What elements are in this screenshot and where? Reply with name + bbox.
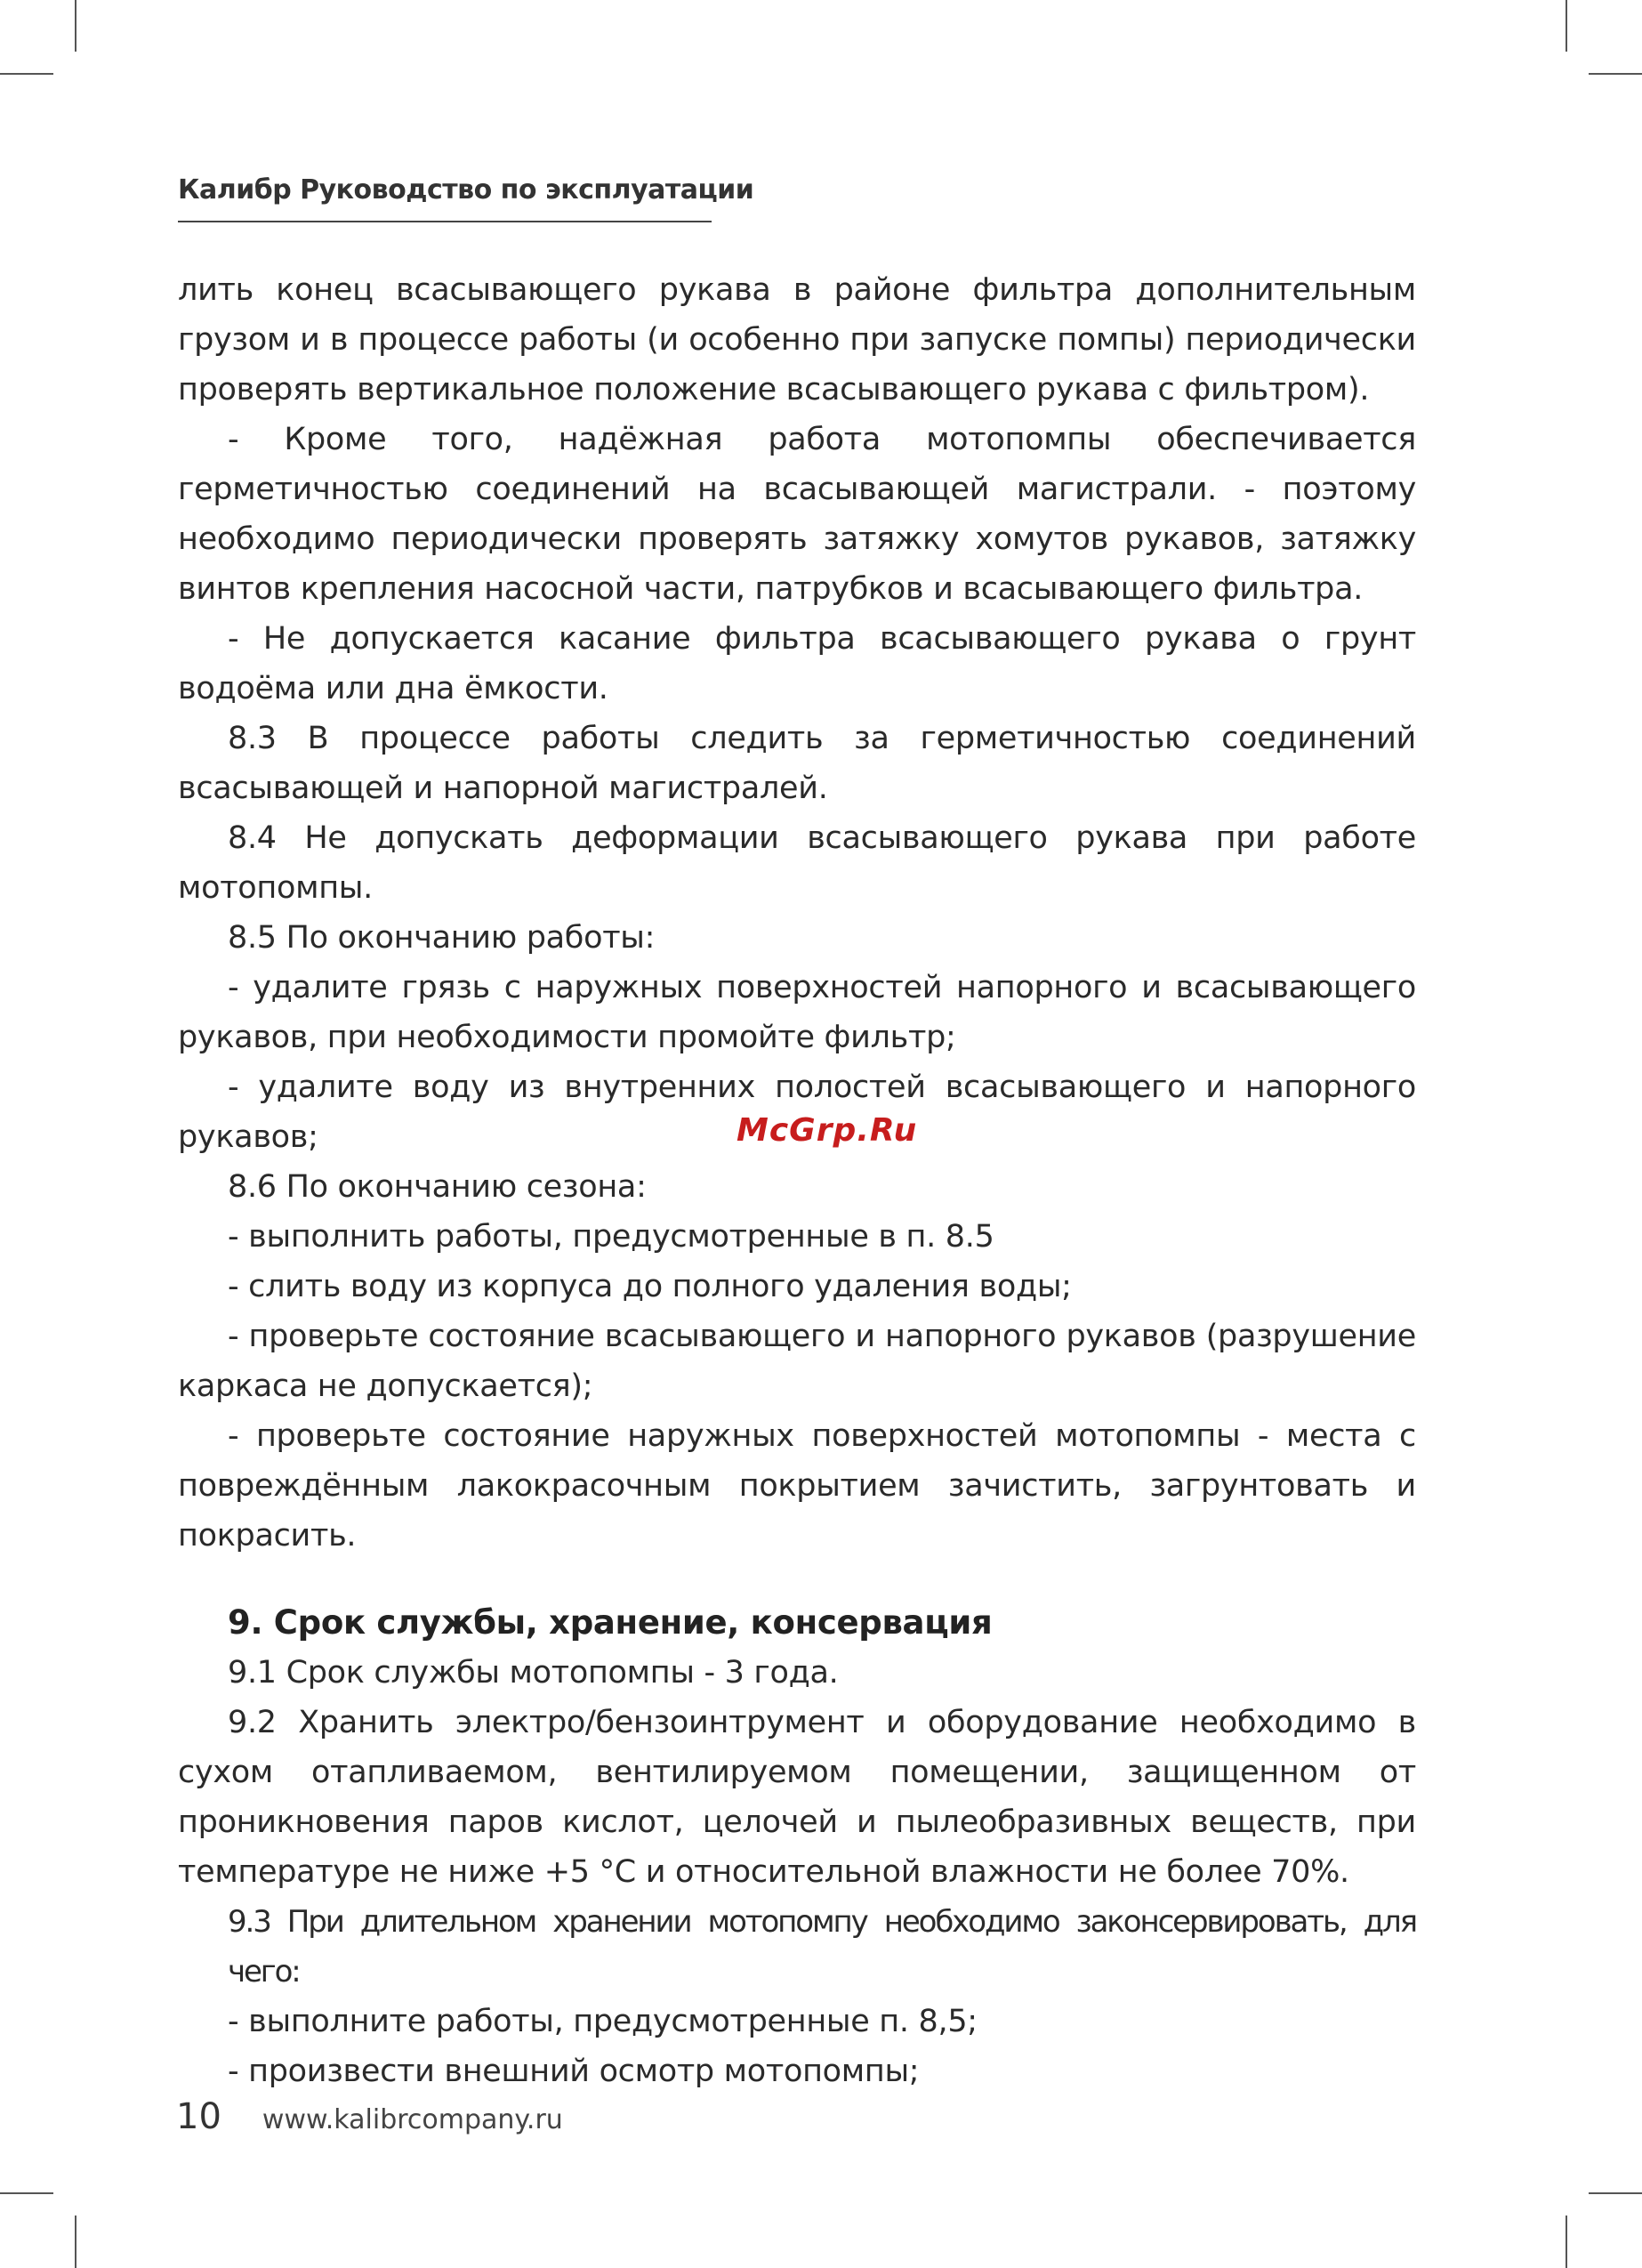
paragraph: - удалите грязь с наружных поверхностей напорного и всасывающего рукавов, при необходимости промойте фильтр; [178,970,1416,1055]
paragraph: 8.6 По окончанию сезона: [228,1169,647,1205]
page-body [178,265,1416,2096]
paragraph: - проверьте состояние всасывающего и напорного рукавов (разрушение каркаса не допускается); [178,1319,1416,1404]
crop-mark [75,0,76,52]
paragraph: 9.2 Хранить электро/бензоинтрумент и оборудование необходимо в сухом отапливаемом, вентилируемом помещении, защищенном от проникновения паров кислот, целочей и пылеобразивных веществ, при температуре не ниже +5 °С и относительной влажности не более 70%. [178,1705,1416,1890]
paragraph: 9.1 Срок службы мотопомпы - 3 года. [228,1655,839,1691]
page-number: 10 [176,2096,221,2137]
paragraph: - проверьте состояние наружных поверхностей мотопомпы - места с повреждённым лакокрасочным покрытием зачистить, загрунтовать и покрасить. [178,1418,1416,1554]
crop-mark [75,2216,76,2268]
crop-mark [1589,2192,1642,2194]
paragraph: - Кроме того, надёжная работа мотопомпы обеспечивается герметичностью соединений на всасывающей магистрали. - поэтому необходимо периодически проверять затяжку хомутов рукавов, затяжку винтов крепления насосной части, патрубков и всасывающего фильтра. [178,422,1416,607]
paragraph: - удалите воду из внутренних полостей всасывающего и напорного рукавов; [178,1069,1416,1155]
paragraph: - слить воду из корпуса до полного удаления воды; [228,1269,1072,1304]
running-header: Калибр Руководство по эксплуатации [178,174,754,206]
watermark: McGrp.Ru [736,1112,918,1149]
paragraph: 8.3 В процессе работы следить за герметичностью соединений всасывающей и напорной магистралей. [178,721,1416,806]
crop-mark [0,2192,53,2194]
header-rule [178,221,712,222]
page-footer [176,2096,563,2137]
paragraph: - произвести внешний осмотр мотопомпы; [228,2054,920,2089]
paragraph: - выполнить работы, предусмотренные в п. 8.5 [228,1219,994,1255]
paragraph: - выполните работы, предусмотренные п. 8,5; [228,2004,978,2039]
footer-website: www.kalibrcompany.ru [262,2104,563,2135]
section-heading: 9. Срок службы, хранение, консервация [228,1603,993,1642]
crop-mark [0,73,53,75]
paragraph: 8.4 Не допускать деформации всасывающего рукава при работе мотопомпы. [178,820,1416,906]
crop-mark [1589,73,1642,75]
crop-mark [1566,2216,1567,2268]
paragraph: лить конец всасывающего рукава в районе фильтра дополнительным грузом и в процессе работы (и особенно при запуске помпы) периодически проверять вертикальное положение всасывающего рукава с фильтром). [178,272,1416,408]
crop-mark [1566,0,1567,52]
paragraph: 9.3 При длительном хранении мотопомпу необходимо законсервировать, для чего: [228,1904,1416,1990]
paragraph: - Не допускается касание фильтра всасывающего рукава о грунт водоёма или дна ёмкости. [178,621,1416,706]
paragraph: 8.5 По окончанию работы: [228,920,656,956]
